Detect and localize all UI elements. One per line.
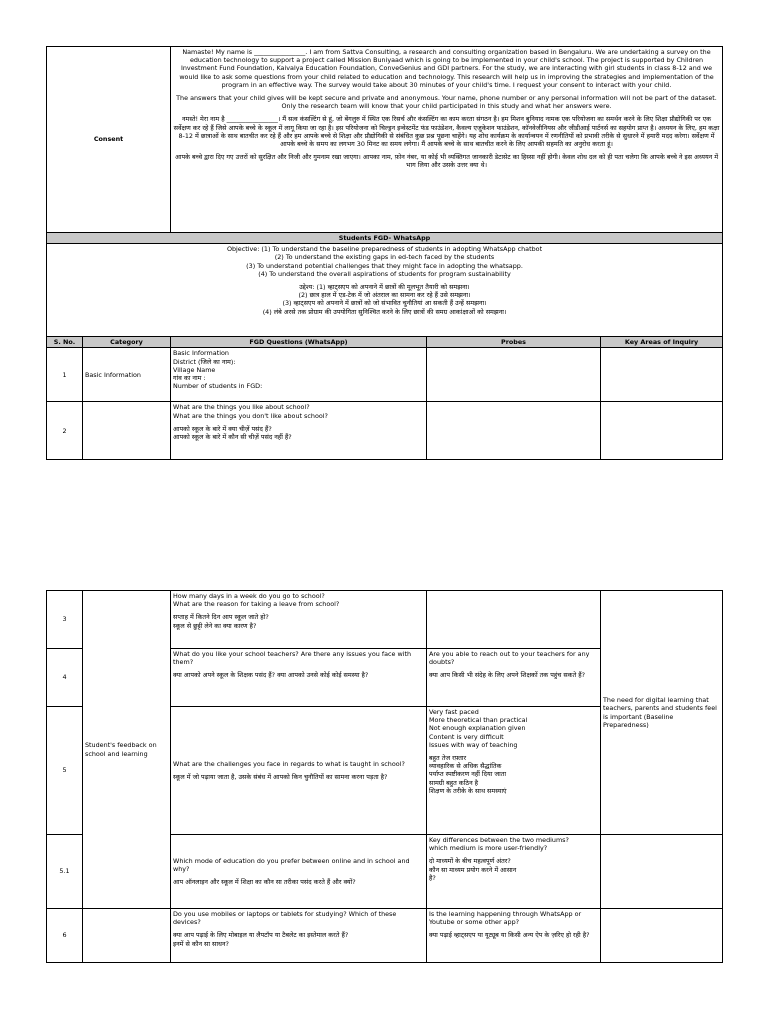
objective-hi-4: (4) लंबे अरसे तक प्रोग्राम की उपयोगिता सुनिश्चित करने के लिए छात्रों की समग्र आकांक्षाओं को समझना। (262, 307, 507, 316)
objective-hi-2: (2) छात्र हाल में एड-टेक में जो अंतराल का सामना कर रहे हैं उसे समझना। (298, 291, 471, 300)
table-row (47, 909, 723, 963)
row-2-probes (427, 402, 601, 460)
row-5-probe-hi: सामग्री बहुत कठिन है (429, 778, 479, 787)
row-5-1-probe-hi: है? (429, 873, 436, 882)
row-2-hi-2: आपको स्कूल के बारे में कौन सी चीज़ें पसंद नहीं हैं? (173, 432, 292, 441)
row-4-probes (427, 649, 601, 707)
row-5-probe-hi: शिक्षण के तरीके के साथ समस्याएं (429, 786, 507, 795)
row-5-probe-en: Not enough explanation given (429, 724, 526, 733)
row-3-sno: 3 (47, 591, 83, 649)
row-1-question (171, 348, 427, 402)
key-area-baseline: The need for digital learning that teachers, parents and students feel is important (Baseline Preparedness) (601, 591, 723, 835)
row-6-hi-2: इनमें से कौन सा साधन? (173, 939, 229, 948)
row-2-sno: 2 (47, 402, 83, 460)
row-3-probes (427, 591, 601, 649)
consent-text (171, 47, 723, 233)
row-4-sno: 4 (47, 649, 83, 707)
row-6-key-area (601, 909, 723, 963)
row-1-category: Basic Information (83, 348, 171, 402)
row-3-en-1: How many days in a week do you go to school? (173, 592, 325, 600)
consent-en-paragraph-2: The answers that your child gives will be kept secure and private and anonymous. Your name, phone number or any personal information will not be part of the dataset. Only the research team will know that your child participated in this study and what her answers were. (176, 93, 717, 111)
row-5-probes (427, 707, 601, 835)
row-1-line: Number of students in FGD: (173, 382, 263, 391)
row-2-en-1: What are the things you like about school? (173, 403, 310, 412)
objective-hi-1: उद्देश्य: (1) व्हाट्सएप को अपनाने में छात्रों की मूलभूत तैयारी को समझना। (299, 282, 470, 291)
row-5-1-probes (427, 835, 601, 909)
row-4-en: What do you like your school teachers? Are there any issues you face with them? (173, 650, 412, 667)
row-6-probe-en: Is the learning happening through WhatsApp or Youtube or some other app? (429, 910, 582, 927)
objective-hi-3: (3) व्हाट्सएप को अपनाने में छात्रों को जो संभावित चुनौतियां आ सकती हैं उन्हें समझना। (282, 299, 487, 308)
consent-row (47, 47, 723, 233)
row-1-line: Basic Information (173, 349, 229, 358)
table-row (47, 591, 723, 649)
survey-sheet-page-1 (46, 46, 723, 460)
row-2-en-2: What are the things you don't like about school? (173, 411, 328, 420)
row-5-probe-en: Issues with way of teaching (429, 740, 518, 749)
row-4-hi: क्या आपको अपने स्कूल के शिक्षक पसंद हैं? क्या आपको उनसे कोई कोई समस्या है? (173, 671, 369, 680)
row-6-probe-hi: क्या पढ़ाई व्हाट्सएप या यूट्यूब या किसी अन्य ऐप के ज़रिए हो रही है? (429, 931, 590, 940)
column-header-probes: Probes (427, 337, 601, 348)
row-6-question (171, 909, 427, 963)
row-5-probe-hi: पर्याप्त स्पष्टीकरण नहीं दिया जाता (429, 770, 507, 779)
row-2-question (171, 402, 427, 460)
row-5-1-probe-en: Key differences between the two mediums? (429, 836, 569, 844)
row-1-sno: 1 (47, 348, 83, 402)
objective-en-2: (2) To understand the existing gaps in ed-tech faced by the students (274, 253, 495, 262)
row-5-hi: स्कूल में जो पढ़ाया जाता है, उसके संबंध में आपको किन चुनौतियों का सामना करना पड़ता है? (173, 773, 388, 781)
row-5-sno: 5 (47, 707, 83, 835)
row-3-hi-2: स्कूल से छुट्टी लेने का क्या कारण है? (173, 621, 257, 630)
row-2-key-area (601, 402, 723, 460)
row-5-probe-hi: व्यावहारिक से अधिक सैद्धांतिक (429, 762, 502, 771)
row-5-en: What are the challenges you face in regards to what is taught in school? (173, 759, 405, 768)
row-3-hi-1: सप्ताह में कितने दिन आप स्कूल जाते हो? (173, 613, 269, 622)
row-5-probe-en: More theoretical than practical (429, 716, 528, 725)
row-5-1-probe-en: which medium is more user-friendly? (429, 844, 548, 853)
consent-hi-paragraph-2: आपके बच्चे द्वारा दिए गए उत्तरों को सुरक्षित और निजी और गुमनाम रखा जाएगा। आपका नाम, फ़ोन नंबर, या कोई भी व्यक्तिगत जानकारी डेटासेट का हिस्सा नहीं होगी। केवल शोध दल को ही पता चलेगा कि आपके बच्चे ने इस अध्ययन में भाग लिया और उसके उत्तर क्या थे। (174, 153, 719, 170)
row-6-sno: 6 (47, 909, 83, 963)
objective-block (47, 244, 723, 337)
row-3-question (171, 591, 427, 649)
row-3-en-2: What are the reason for taking a leave from school? (173, 600, 340, 609)
row-6-category (83, 909, 171, 963)
row-1-line: गांव का नाम : (173, 373, 206, 382)
row-1-key-area (601, 348, 723, 402)
column-header-key-areas: Key Areas of Inquiry (601, 337, 723, 348)
column-header-sno: S. No. (47, 337, 83, 348)
objective-en-3: (3) To understand potential challenges that they might face in adopting the whatsapp. (246, 261, 523, 270)
objective-row (47, 244, 723, 337)
row-2-hi-1: आपको स्कूल के बारे में क्या चीज़ें पसंद हैं? (173, 424, 272, 433)
objective-en-4: (4) To understand the overall aspirations of students for program sustainability (258, 269, 511, 278)
row-2-category (83, 402, 171, 460)
row-5-probe-en: Very fast paced (429, 708, 479, 716)
row-5-1-en: Which mode of education do you prefer between online and in school and why? (173, 856, 410, 873)
column-header-category: Category (83, 337, 171, 348)
row-4-question (171, 649, 427, 707)
row-5-1-sno: 5.1 (47, 835, 83, 909)
row-1-line: District (जिले का नाम): (173, 357, 236, 366)
row-5-1-probe-hi: दो माध्यमों के बीच महत्वपूर्ण अंतर? (429, 857, 511, 866)
consent-hi-paragraph-1: नमस्ते! मेरा नाम है ________________। मैं सत्व कंसल्टिंग से हूं, जो बेंगलुरु में स्थित एक रिसर्च और कंसल्टिंग का काम करता संगठन है। हम मिशन बुनियाद नामक एक परियोजना का समर्थन करने के लिए शिक्षा प्रौद्योगिकी पर एक सर्वेक्षण कर रहे हैं जिसे आपके बच्चे के स्कूल में लागू किया जा रहा है। इस परियोजना को चिल्ड्रन इन्वेस्टमेंट फंड फाउंडेशन, कैवल्य एजुकेशन फाउंडेशन, कॉनवेजीनियस और जीडीआई पार्टनर्स का सहयोग प्राप्त है। अध्ययन के लिए, हम कक्षा 8-12 में छात्राओं के साथ बातचीत कर रहे हैं और हम आपके बच्चे से शिक्षा और प्रौद्योगिकी से संबंधित कुछ प्रश्न पूछना चाहेंगे। यह शोध कार्यक्रम के कार्यान्वयन में रणनीतियों को प्रभावी तरीके से सुधारने में हमारी मदद करेगा। सर्वेक्षण में आपके बच्चे के समय का लगभग 30 मिनट का समय लगेगा। मैं आपके बच्चे के साथ बातचीत करने के लिए आपकी सहमति का अनुरोध करता हूं। (173, 115, 720, 148)
row-1-probes (427, 348, 601, 402)
consent-label: Consent (47, 47, 171, 233)
column-header-questions: FGD Questions (WhatsApp) (171, 337, 427, 348)
column-header-row (47, 337, 723, 348)
objective-en-1: Objective: (1) To understand the baseline preparedness of students in adopting WhatsApp chatbot (226, 245, 543, 254)
row-5-question (171, 707, 427, 835)
row-5-1-key-area (601, 835, 723, 909)
category-feedback: Student's feedback on school and learning (83, 591, 171, 909)
row-5-1-question (171, 835, 427, 909)
table-row (47, 348, 723, 402)
row-6-en: Do you use mobiles or laptops or tablets for studying? Which of these devices? (173, 910, 397, 927)
row-1-line: Village Name (173, 365, 216, 374)
table-row (47, 402, 723, 460)
section-title: Students FGD- WhatsApp (47, 233, 723, 244)
row-6-probes (427, 909, 601, 963)
row-4-probe-en: Are you able to reach out to your teachers for any doubts? (429, 650, 590, 667)
row-5-1-hi: आप ऑनलाइन और स्कूल में शिक्षा का कौन सा तरीका पसंद करते हैं और क्यों? (173, 878, 356, 887)
row-5-probe-en: Content is very difficult (429, 732, 504, 741)
consent-en-paragraph-1: Namaste! My name is ________________. I am from Sattva Consulting, a research and consulting organization based in Bengaluru. We are undertaking a survey on the education technology to support a project called Mission Buniyaad which is going to be implemented in your child's school. The project is supported by Children Investment Fund Foundation, Kaivalya Education Foundation, ConveGenius and GDI partners. For the study, we are interacting with girl students in class 8-12 and we would like to ask some questions from your child related to education and technology. This research will help us in improving the strategies and implementation of the program in an effective way. The survey would take about 30 minutes of your child's time. I request your consent to interact with your child. (179, 48, 714, 89)
row-5-1-probe-hi: कौन सा माध्यम प्रयोग करने में आसान (429, 865, 517, 874)
survey-sheet-page-2 (46, 590, 723, 963)
row-4-probe-hi: क्या आप किसी भी संदेह के लिए अपने शिक्षकों तक पहुंच सकते हैं? (429, 671, 586, 680)
row-6-hi-1: क्या आप पढ़ाई के लिए मोबाइल या लैपटॉप या टैबलेट का इस्तेमाल करते हैं? (173, 931, 349, 940)
section-title-row (47, 233, 723, 244)
row-5-probe-hi: बहुत तेज रफ़्तार (429, 753, 467, 762)
